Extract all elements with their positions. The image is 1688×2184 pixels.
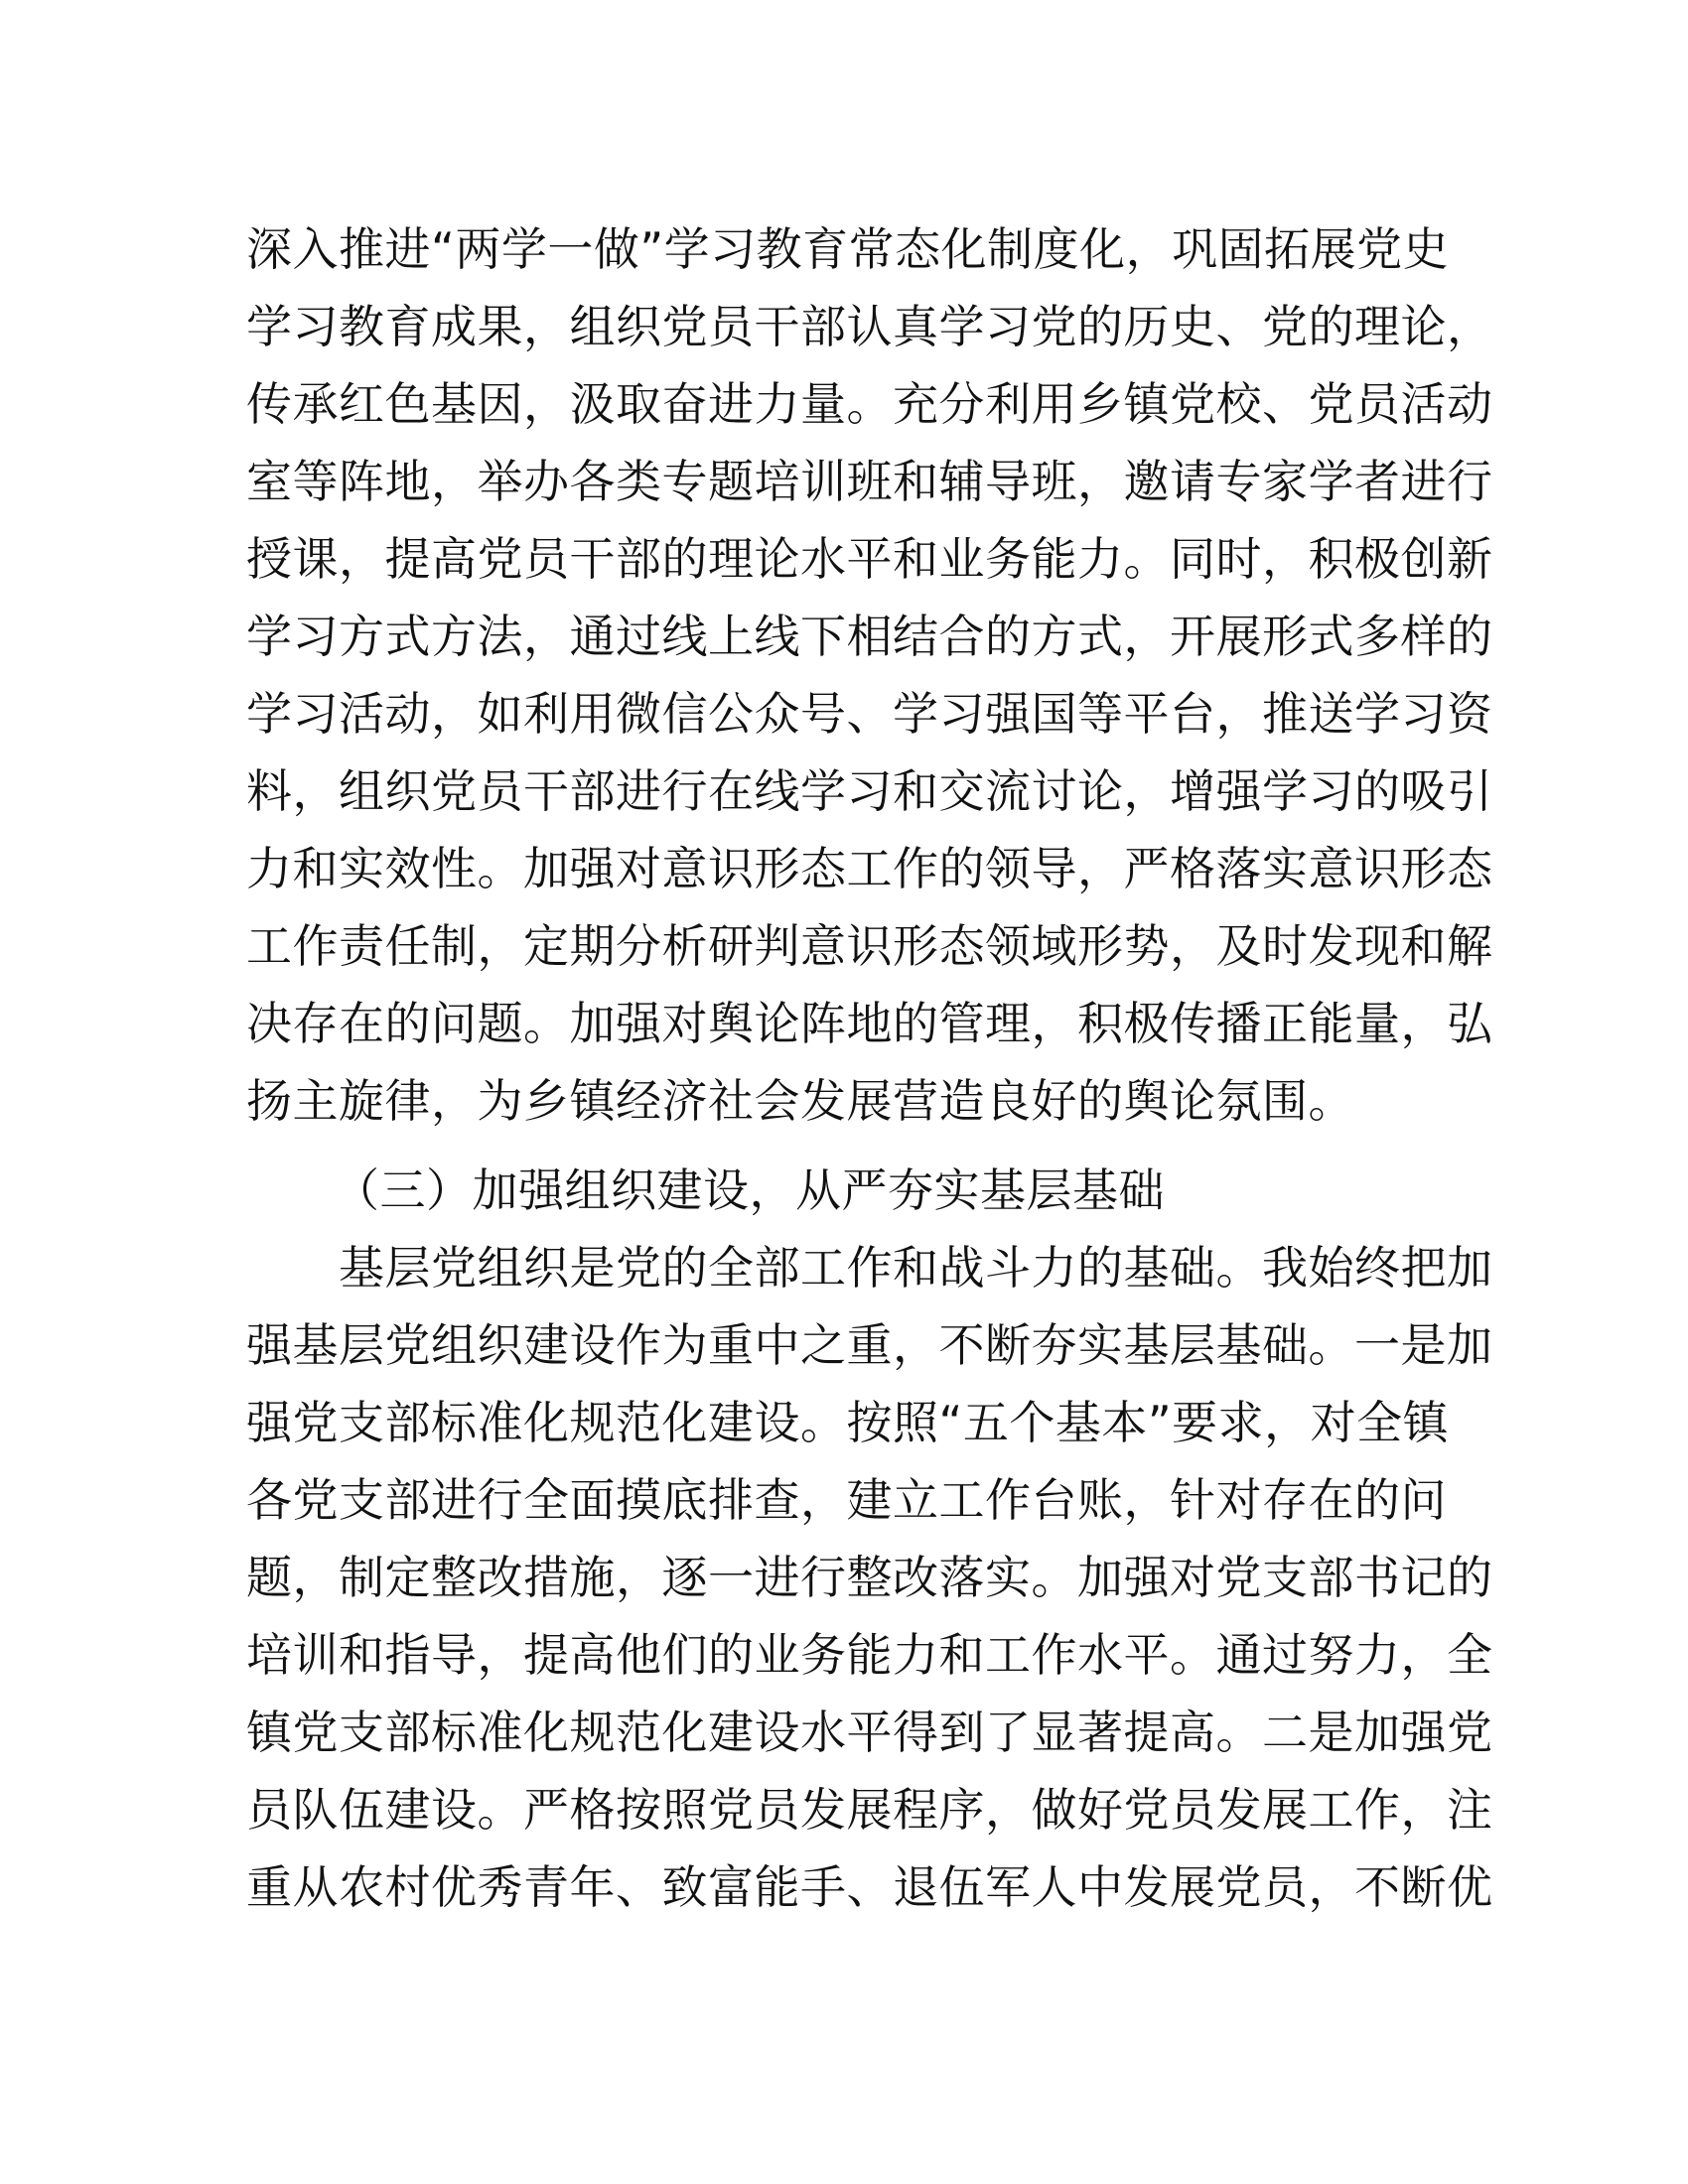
text-line: 强基层党组织建设作为重中之重，不断夯实基层基础。一是加 <box>246 1318 1493 1372</box>
text-line: 力和实效性。加强对意识形态工作的领导，严格落实意识形态 <box>246 842 1493 895</box>
text-line: 室等阵地，举办各类专题培训班和辅导班，邀请专家学者进行 <box>246 455 1493 508</box>
text-line: 学习教育成果，组织党员干部认真学习党的历史、党的理论， <box>246 300 1493 353</box>
text-line: 料，组织党员干部进行在线学习和交流讨论，增强学习的吸引 <box>246 764 1493 818</box>
body-paragraph-1 <box>246 210 1493 1140</box>
section-heading: （三）加强组织建设，从严夯实基层基础 <box>334 1163 1165 1217</box>
text-line: 传承红色基因，汲取奋进力量。充分利用乡镇党校、党员活动 <box>246 377 1493 431</box>
text-line: 重从农村优秀青年、致富能手、退伍军人中发展党员，不断优 <box>246 1860 1493 1914</box>
text-line: 扬主旋律，为乡镇经济社会发展营造良好的舆论氛围。 <box>246 1074 1354 1128</box>
text-line: 强党支部标准化规范化建设。按照“五个基本”要求，对全镇 <box>246 1396 1450 1449</box>
text-line: 基层党组织是党的全部工作和战斗力的基础。我始终把加 <box>246 1241 1493 1295</box>
text-line: 题，制定整改措施，逐一进行整改落实。加强对党支部书记的 <box>246 1551 1493 1604</box>
text-line: 镇党支部标准化规范化建设水平得到了显著提高。二是加强党 <box>246 1706 1493 1759</box>
text-line: 深入推进“两学一做”学习教育常态化制度化，巩固拓展党史 <box>246 222 1450 276</box>
text-line: 决存在的问题。加强对舆论阵地的管理，积极传播正能量，弘 <box>246 997 1493 1050</box>
text-line: 授课，提高党员干部的理论水平和业务能力。同时，积极创新 <box>246 532 1493 586</box>
text-line: 各党支部进行全面摸底排查，建立工作台账，针对存在的问 <box>246 1473 1447 1527</box>
text-line: 培训和指导，提高他们的业务能力和工作水平。通过努力，全 <box>246 1628 1493 1682</box>
text-line: 工作责任制，定期分析研判意识形态领域形势，及时发现和解 <box>246 919 1493 973</box>
body-paragraph-2 <box>246 1229 1493 1926</box>
text-line: 员队伍建设。严格按照党员发展程序，做好党员发展工作，注 <box>246 1783 1493 1837</box>
text-line: 学习活动，如利用微信公众号、学习强国等平台，推送学习资 <box>246 687 1493 741</box>
text-line: 学习方式方法，通过线上线下相结合的方式，开展形式多样的 <box>246 610 1493 663</box>
